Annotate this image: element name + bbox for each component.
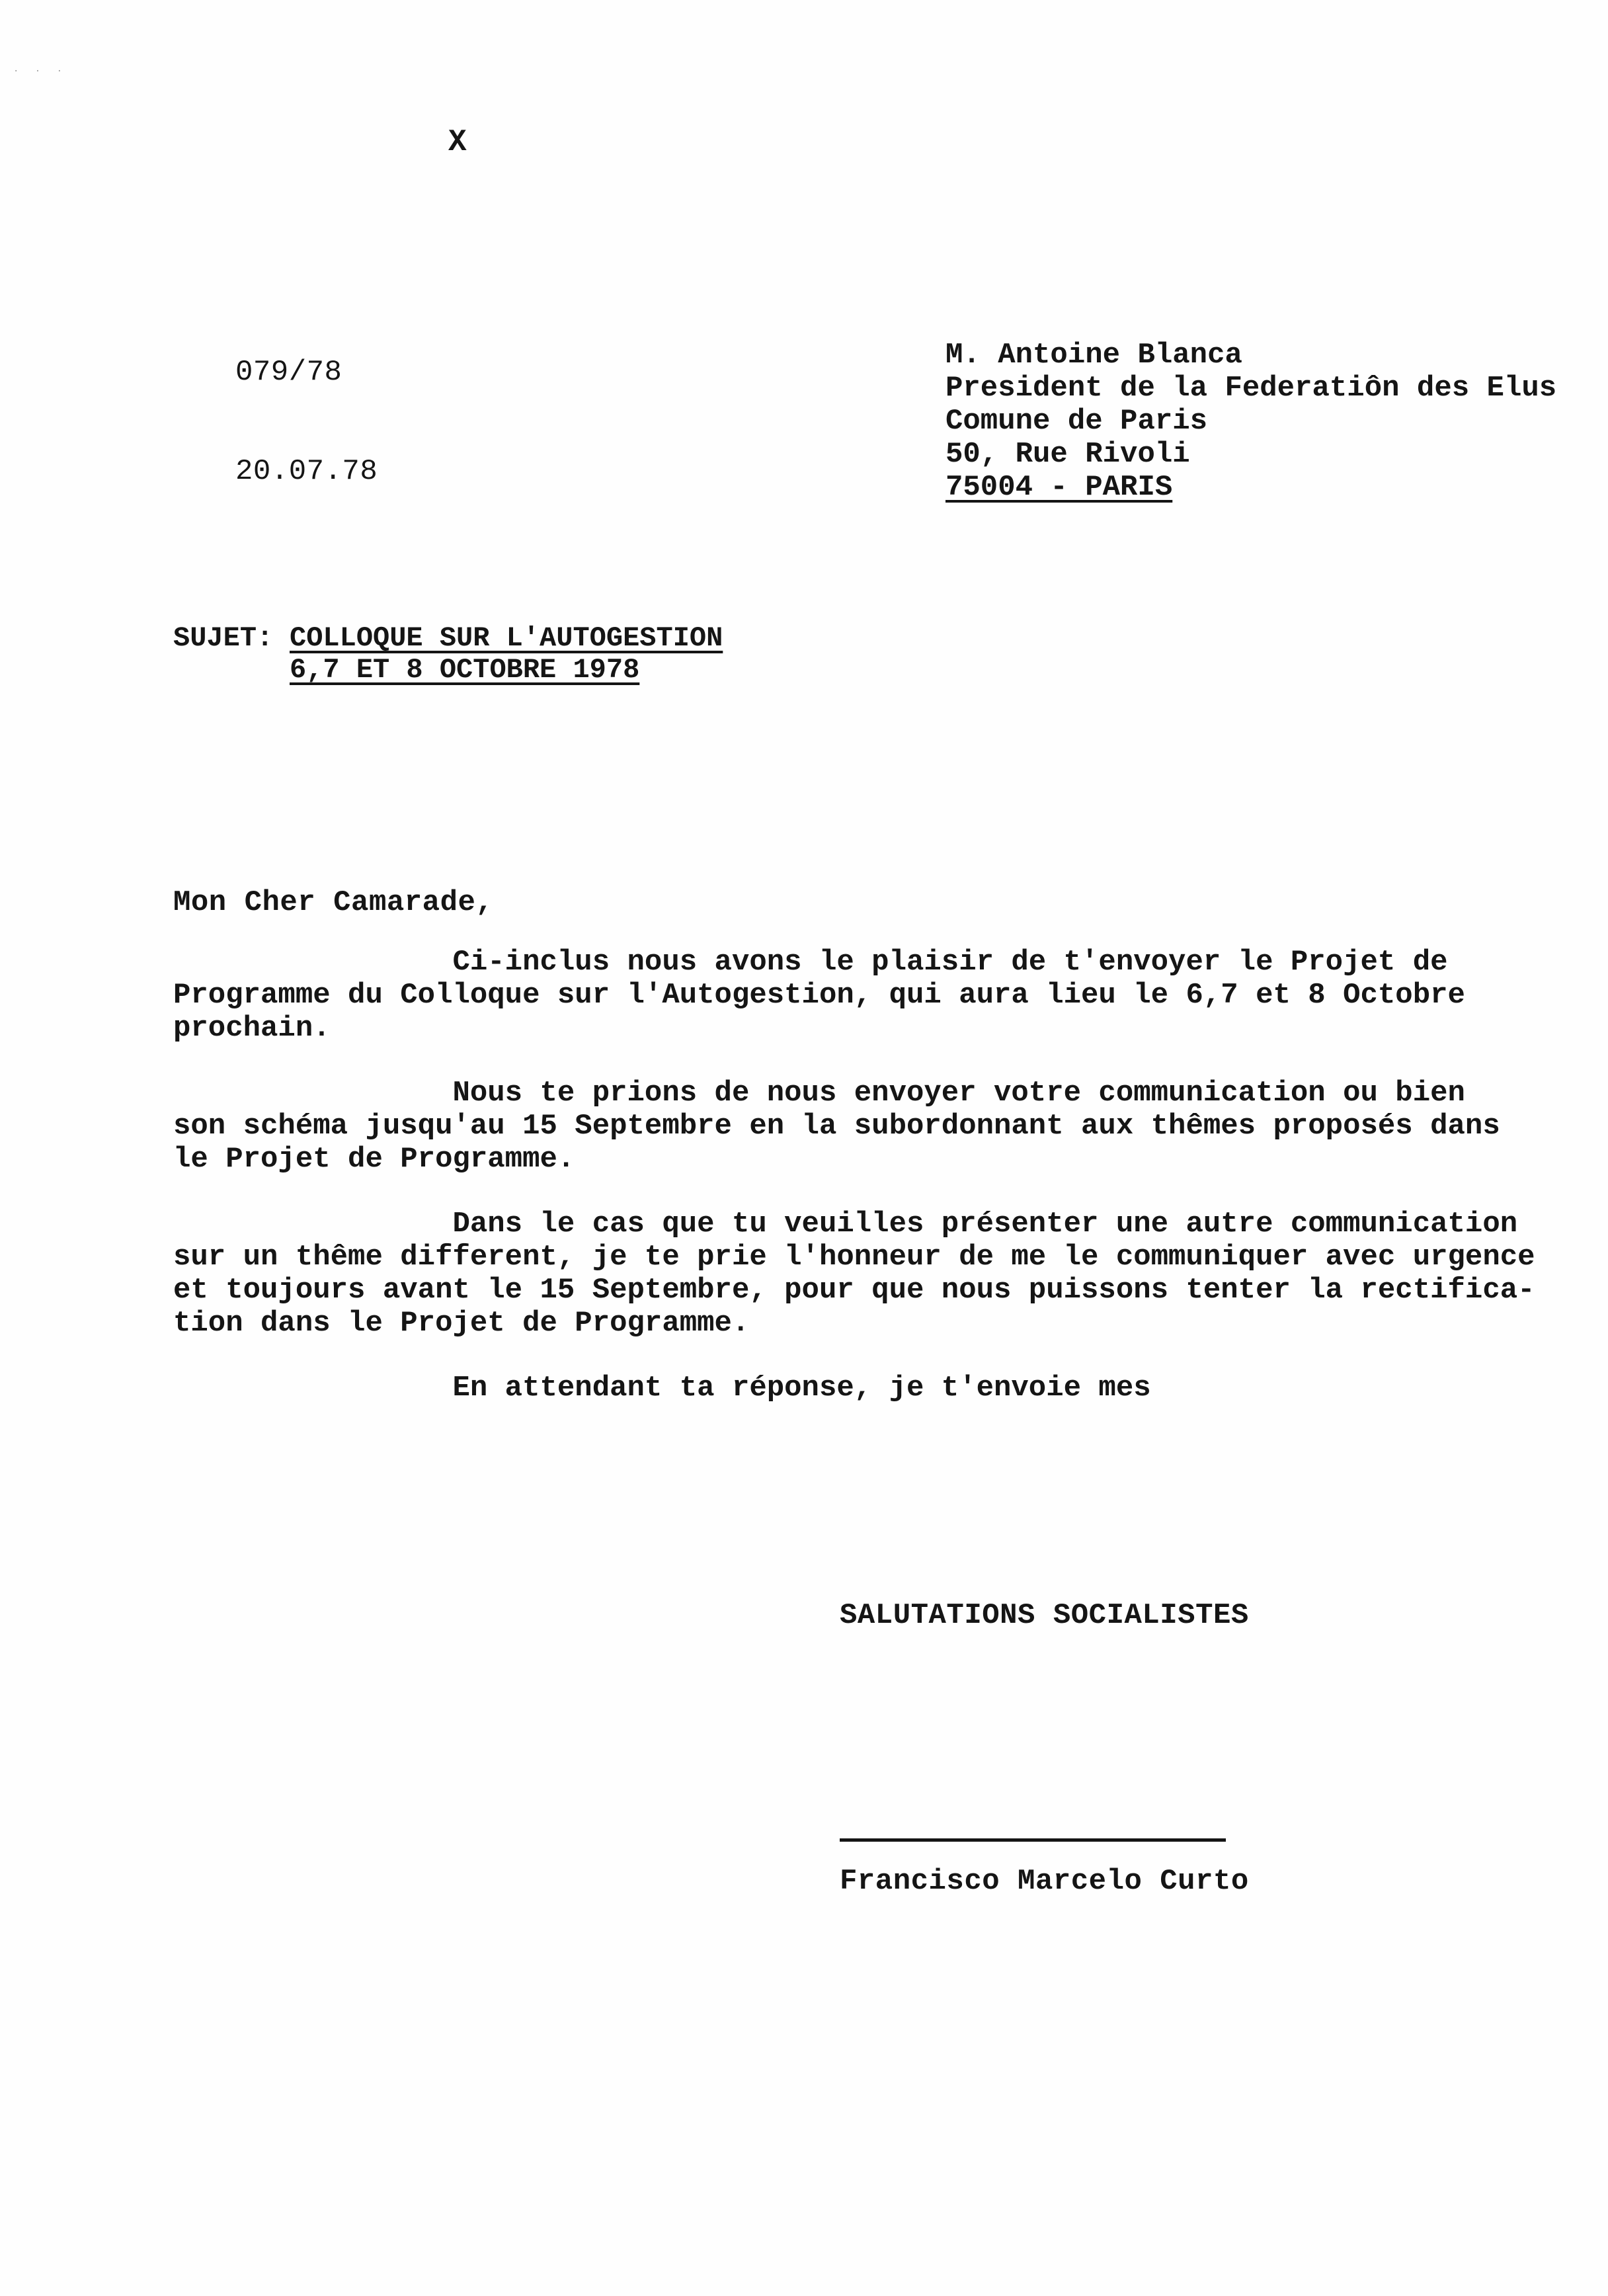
paragraph-4 xyxy=(173,1372,1496,1405)
signature-line xyxy=(840,1838,1226,1842)
paragraph-line: le Projet de Programme. xyxy=(173,1143,575,1176)
paragraph-line: prochain. xyxy=(173,1012,331,1045)
paragraph-line: Ci-inclus nous avons le plaisir de t'envoyer le Projet de xyxy=(173,946,1448,979)
recipient-street: 50, Rue Rivoli xyxy=(945,438,1190,471)
subject-line-1: COLLOQUE SUR L'AUTOGESTION xyxy=(290,622,723,654)
recipient-title: President de la Federatiôn des Elus xyxy=(945,372,1557,405)
paragraph-line: Nous te prions de nous envoyer votre communication ou bien xyxy=(173,1077,1465,1110)
subject-label: SUJET: xyxy=(173,622,274,654)
closing-salutation: SALUTATIONS SOCIALISTES xyxy=(840,1599,1249,1632)
paragraph-2 xyxy=(173,1077,1500,1176)
paragraph-1 xyxy=(173,946,1496,1045)
recipient-organization: Comune de Paris xyxy=(945,405,1208,438)
paragraph-line: Dans le cas que tu veuilles présenter une autre communication xyxy=(173,1208,1518,1241)
signer-name: Francisco Marcelo Curto xyxy=(840,1865,1249,1898)
top-mark: X xyxy=(448,125,467,159)
subject-line-2: 6,7 ET 8 OCTOBRE 1978 xyxy=(290,654,640,686)
paragraph-line: son schéma jusqu'au 15 Septembre en la subordonnant aux thêmes proposés dans xyxy=(173,1110,1500,1143)
recipient-city: 75004 - PARIS xyxy=(945,471,1173,504)
reference-number: 079/78 xyxy=(235,356,342,389)
scan-artifact: · · · xyxy=(13,66,68,77)
paragraph-3 xyxy=(173,1208,1535,1340)
recipient-name: M. Antoine Blanca xyxy=(945,339,1242,372)
recipient-address xyxy=(945,339,1556,504)
paragraph-line: et toujours avant le 15 Septembre, pour que nous puissons tenter la rectifica- xyxy=(173,1274,1535,1307)
greeting: Mon Cher Camarade, xyxy=(173,886,494,919)
paragraph-line: sur un thême different, je te prie l'honneur de me le communiquer avec urgence xyxy=(173,1241,1535,1274)
letter-date: 20.07.78 xyxy=(235,455,378,488)
paragraph-line: En attendant ta réponse, je t'envoie mes xyxy=(173,1372,1151,1405)
paragraph-line: Programme du Colloque sur l'Autogestion, qui aura lieu le 6,7 et 8 Octobre xyxy=(173,979,1465,1012)
paragraph-line: tion dans le Projet de Programme. xyxy=(173,1307,750,1340)
